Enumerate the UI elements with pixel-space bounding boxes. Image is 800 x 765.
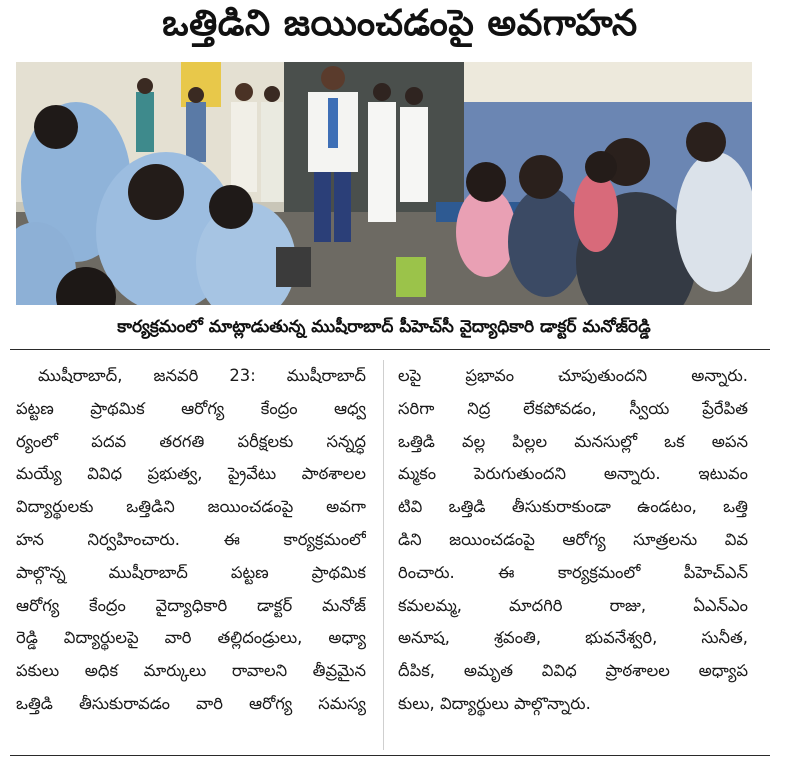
article-headline: ఒత్తిడిని జయించడంపై అవగాహన: [162, 3, 638, 44]
bottom-rule: [10, 755, 770, 756]
article-line: దీపిక, అమృత వివిధ ప్రాఠశాలల అధ్యాప: [398, 661, 748, 681]
article-line: ముషీరాబాద్, జనవరి 23: ముషీరాబాద్: [38, 366, 366, 385]
article-line: లపై ప్రభావం చూపుతుందని అన్నారు.: [398, 366, 748, 385]
article-column-left: [16, 360, 366, 721]
article-photo: [16, 62, 752, 305]
article-line: విద్యార్థులకు ఒత్తిడిని జయించడంపై అవగా: [16, 497, 366, 517]
article-line: హన నిర్వహించారు. ఈ కార్యక్రమంలో: [16, 529, 366, 549]
column-divider: [383, 360, 384, 750]
article-line: పట్టణ ప్రాథమిక ఆరోగ్య కేంద్రం ఆధ్వ: [16, 398, 366, 418]
article-line: రించారు. ఈ కార్యక్రమంలో పీహెచ్‌ఎన్: [398, 562, 748, 582]
classroom-photo-illustration: [16, 62, 752, 305]
article-line: కులు, విద్యార్థులు పాల్గొన్నారు.: [398, 693, 591, 713]
article-line: పకులు అధిక మార్కులు రావాలని తీవ్రమైన: [16, 661, 366, 681]
article-line: డిని జయించడంపై ఆరోగ్య సూత్రలను వివ: [398, 529, 748, 549]
article-line: రెడ్డి విద్యార్థులపై వారి తల్లిదండ్రులు, అధ్యా: [16, 628, 366, 648]
article-column-right: [398, 360, 748, 721]
article-line: మ్మకం పెరుగుతుందని అన్నారు. ఇటువం: [398, 464, 748, 484]
article-line: ఆరోగ్య కేంద్రం వైద్యాధికారి డాక్టర్ మనోజ్: [16, 595, 366, 615]
article-line: టివి ఒత్తిడి తీసుకురాకుండా ఉండటం, ఒత్తి: [398, 497, 748, 517]
photo-caption: కార్యక్రమంలో మాట్లాడుతున్న ముషీరాబాద్ పీహెచ్‌సీ వైద్యాధికారి డాక్టర్ మనోజ్‌రెడ్డి: [117, 317, 651, 337]
article-line: పాల్గొన్న ముషీరాబాద్ పట్టణ ప్రాథమిక: [16, 562, 366, 582]
article-line: ఒత్తిడి వల్ల పిల్లల మనసుల్లో ఒక అపన: [398, 431, 748, 451]
article-line: మయ్యే వివిధ ప్రభుత్వ, ప్రైవేటు పాఠశాలల: [16, 464, 366, 484]
caption-divider: [10, 349, 770, 350]
article-line: కమలమ్మ, మాదగిరి రాజు, ఏఎన్ఎం: [398, 595, 748, 615]
article-line: ర్యంలో పదవ తరగతి పరీక్షలకు సన్నద్ధ: [16, 431, 366, 451]
article-line: అనూష, శ్రవంతి, భువనేశ్వరి, సునీత,: [398, 628, 748, 648]
article-line: సరిగా నిద్ర లేకపోవడం, స్వీయ ప్రేరేపిత: [398, 398, 748, 418]
article-line: ఒత్తిడి తీసుకురావడం వారి ఆరోగ్య సమస్య: [16, 693, 366, 713]
